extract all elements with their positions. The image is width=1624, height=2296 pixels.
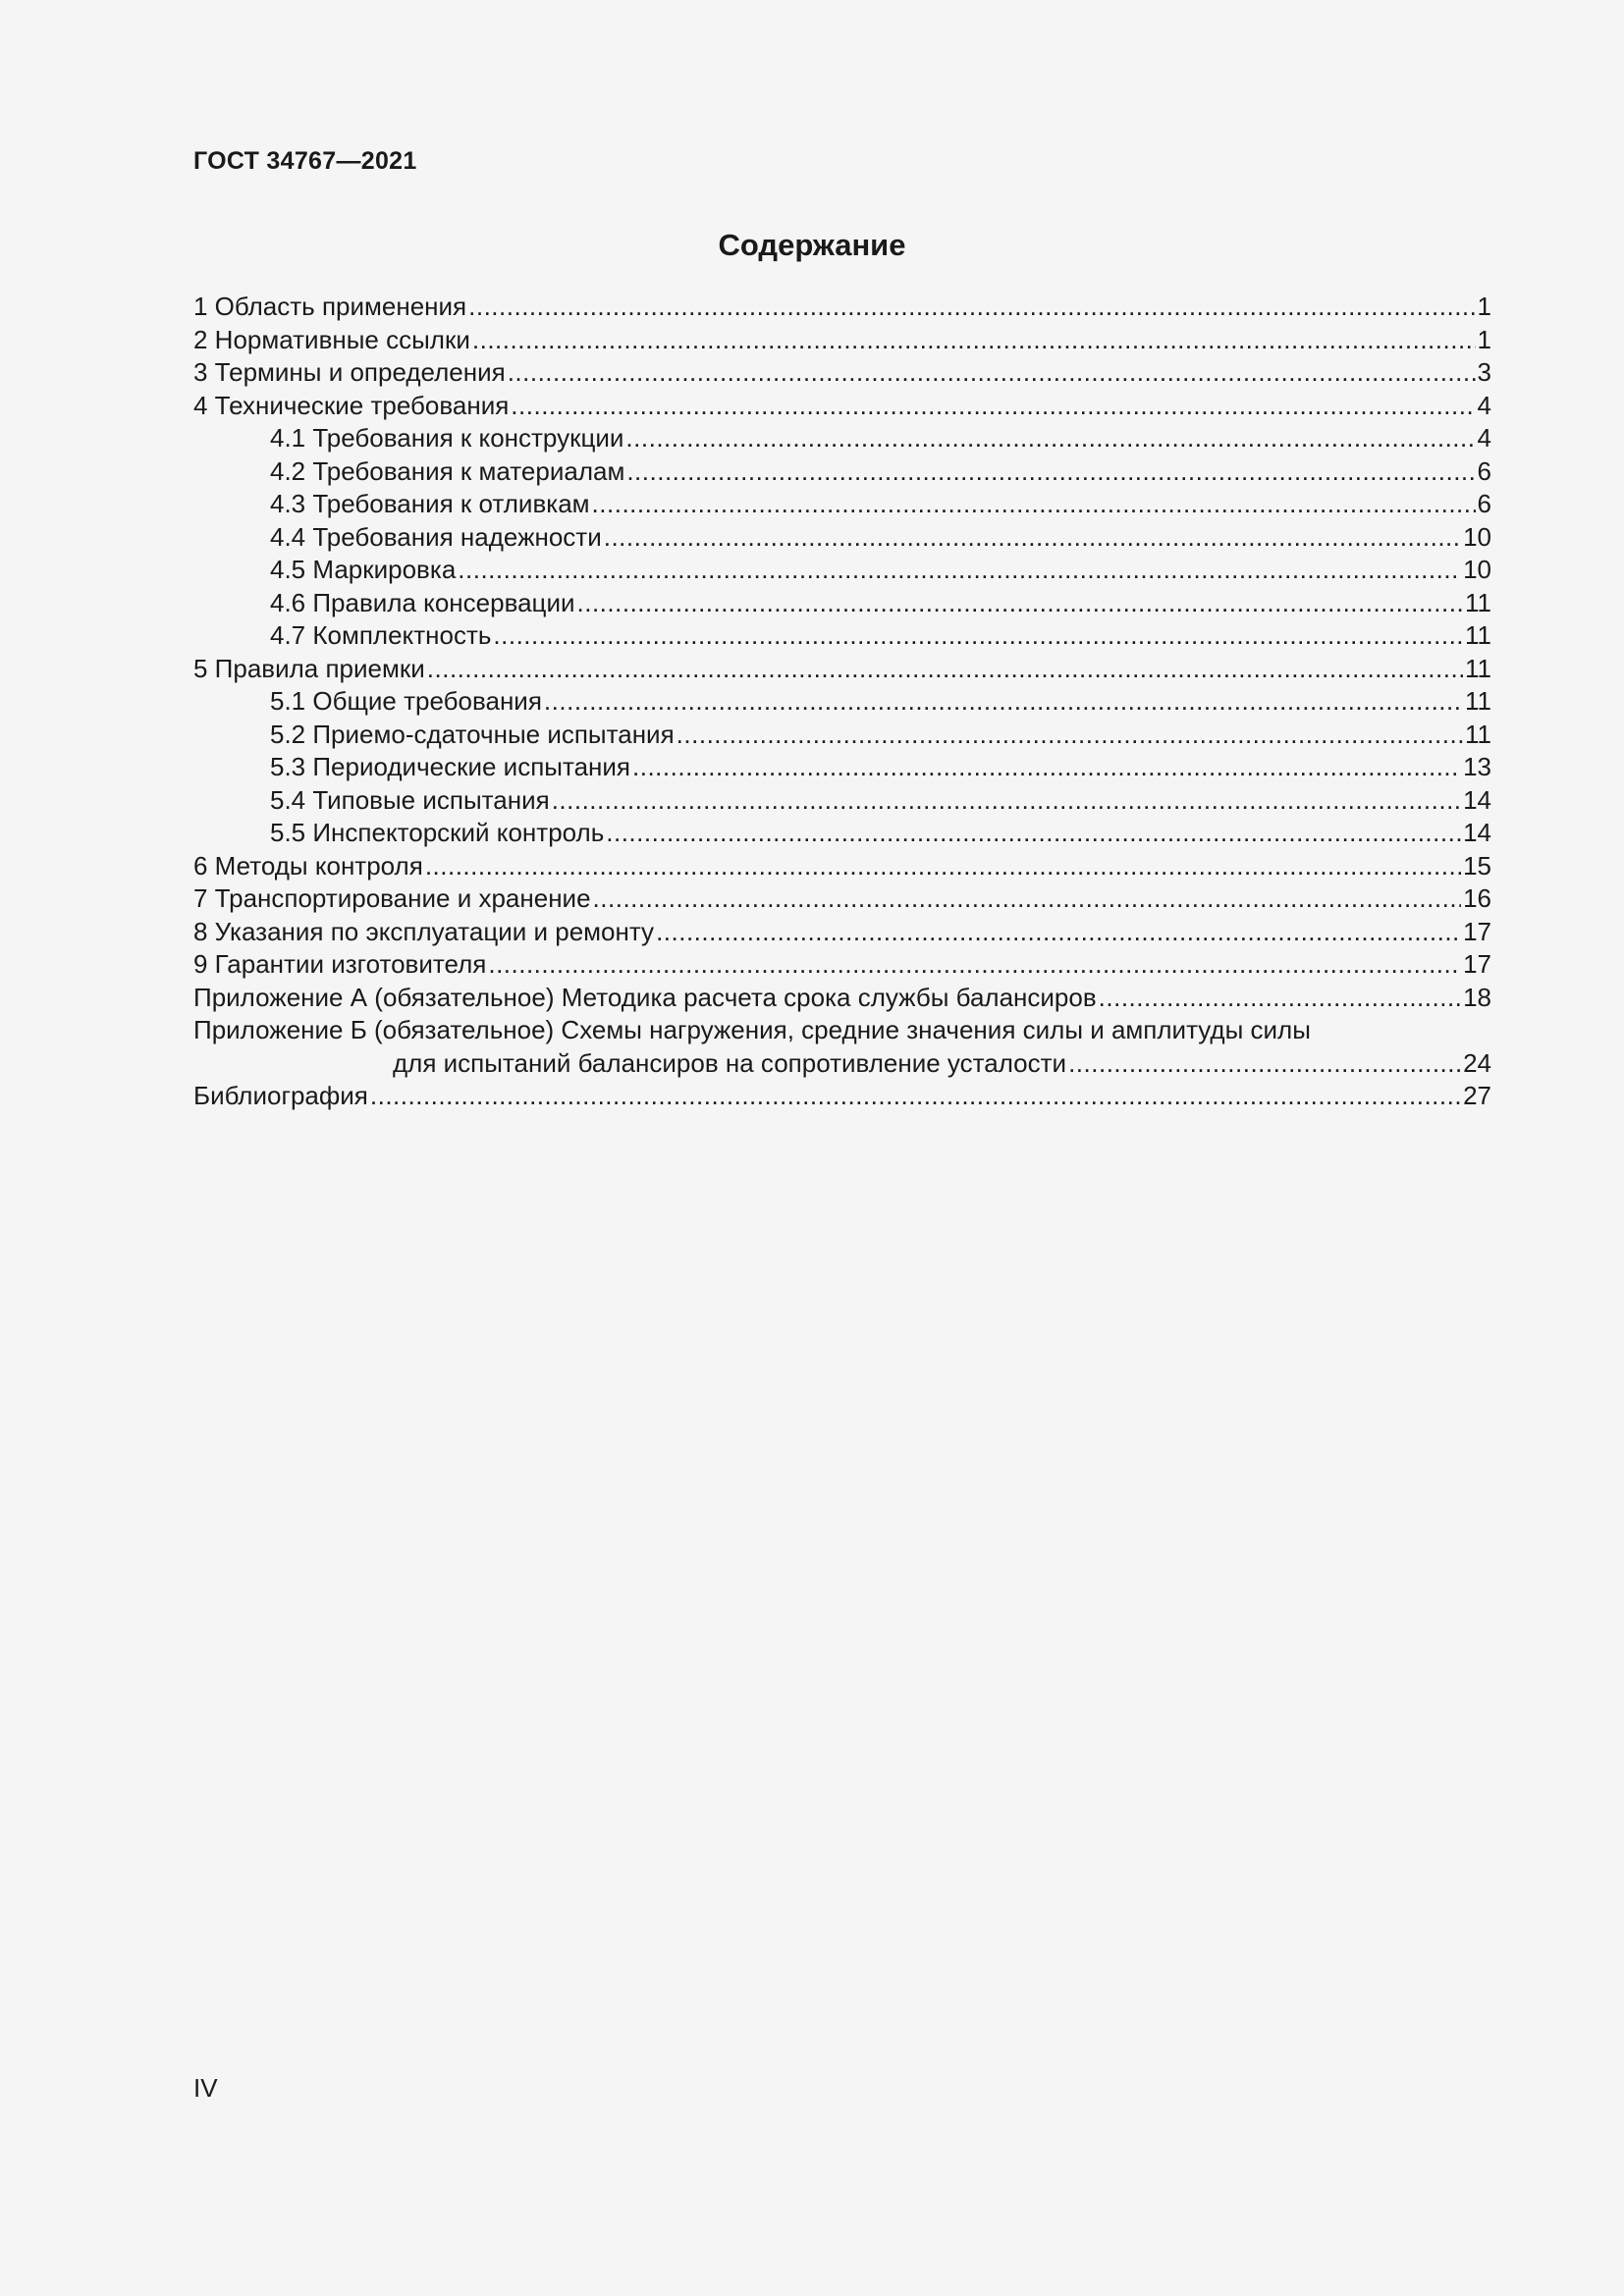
toc-entry-page: 1 — [1477, 324, 1491, 354]
toc-entry — [193, 554, 1491, 587]
dot-leader — [577, 587, 1464, 620]
dot-leader — [626, 455, 1475, 489]
table-of-contents — [193, 291, 1491, 1113]
toc-entry — [193, 324, 1491, 357]
toc-entry-label: 4.7 Комплектность — [270, 620, 492, 650]
dot-leader — [632, 751, 1461, 784]
toc-entry-label: 4.3 Требования к отливкам — [270, 489, 590, 518]
dot-leader — [606, 817, 1461, 850]
dot-leader — [552, 784, 1461, 818]
toc-entry — [193, 685, 1491, 719]
toc-entry-page: 14 — [1463, 784, 1491, 815]
dot-leader — [511, 390, 1475, 423]
toc-entry — [193, 916, 1491, 949]
toc-entry-page: 16 — [1463, 883, 1491, 913]
dot-leader — [488, 948, 1461, 982]
dot-leader — [625, 422, 1475, 455]
toc-entry — [193, 817, 1491, 850]
toc-entry-label: 5 Правила приемки — [193, 653, 425, 683]
toc-entry-page: 4 — [1477, 390, 1491, 420]
toc-entry — [193, 850, 1491, 883]
toc-entry-label: 5.2 Приемо-сдаточные испытания — [270, 719, 675, 749]
toc-entry-label: 5.5 Инспекторский контроль — [270, 818, 605, 847]
toc-entry-label: 4 Технические требования — [193, 390, 510, 420]
toc-entry-label: 4.1 Требования к конструкции — [270, 423, 624, 453]
toc-entry-label: 3 Термины и определения — [193, 357, 506, 387]
dot-leader — [468, 291, 1475, 324]
toc-entry — [193, 619, 1491, 653]
toc-entry-page: 11 — [1465, 587, 1491, 617]
toc-entry-label: 8 Указания по эксплуатации и ремонту — [193, 916, 655, 946]
toc-entry-page: 6 — [1477, 489, 1491, 518]
toc-entry-page: 11 — [1465, 719, 1491, 749]
toc-entry — [193, 719, 1491, 752]
toc-entry-label: 4.6 Правила консервации — [270, 587, 575, 617]
toc-entry-page: 3 — [1477, 357, 1491, 387]
toc-entry-label: 5.3 Периодические испытания — [270, 752, 630, 781]
toc-entry — [193, 521, 1491, 555]
toc-entry — [193, 982, 1491, 1015]
dot-leader — [458, 554, 1461, 587]
toc-entry-page: 13 — [1463, 752, 1491, 781]
toc-entry-page: 10 — [1463, 521, 1491, 552]
toc-entry-page: 17 — [1463, 916, 1491, 946]
toc-entry — [193, 422, 1491, 455]
dot-leader — [1099, 982, 1461, 1015]
toc-entry — [193, 488, 1491, 521]
dot-leader — [427, 653, 1463, 686]
toc-entry-label: 5.4 Типовые испытания — [270, 784, 550, 815]
toc-entry-page: 10 — [1463, 555, 1491, 584]
toc-entry-page: 27 — [1463, 1081, 1491, 1110]
toc-entry-page: 17 — [1463, 949, 1491, 979]
toc-entry — [193, 784, 1491, 818]
toc-entry-label: 4.5 Маркировка — [270, 555, 457, 584]
toc-entry-label: 5.1 Общие требования — [270, 686, 542, 716]
toc-entry — [193, 948, 1491, 982]
toc-entry-page: 14 — [1463, 818, 1491, 847]
dot-leader — [592, 488, 1476, 521]
toc-entry-label: 4.4 Требования надежности — [270, 521, 602, 552]
dot-leader — [544, 685, 1463, 719]
dot-leader — [1068, 1047, 1461, 1081]
toc-entry-page: 11 — [1465, 620, 1491, 650]
toc-entry-page: 18 — [1463, 982, 1491, 1012]
dot-leader — [677, 719, 1463, 752]
toc-entry-page: 24 — [1463, 1047, 1491, 1078]
dot-leader — [604, 521, 1461, 555]
toc-entry-label: Приложение Б (обязательное) Схемы нагружения, средние значения силы и амплитуды силы — [193, 1015, 1311, 1044]
toc-entry — [193, 587, 1491, 620]
dot-leader — [593, 882, 1462, 916]
toc-entry — [193, 653, 1491, 686]
toc-entry — [193, 1014, 1491, 1047]
toc-entry-label: для испытаний балансиров на сопротивление усталости — [393, 1047, 1067, 1078]
toc-entry-label: 7 Транспортирование и хранение — [193, 883, 591, 913]
toc-entry-label: Библиография — [193, 1081, 368, 1110]
toc-entry-label: 6 Методы контроля — [193, 850, 423, 881]
toc-title: Содержание — [718, 228, 906, 262]
toc-entry — [193, 356, 1491, 390]
toc-entry-label: 9 Гарантии изготовителя — [193, 949, 487, 979]
page-number: IV — [193, 2073, 218, 2103]
toc-entry — [193, 751, 1491, 784]
toc-entry-page: 6 — [1477, 455, 1491, 486]
dot-leader — [508, 356, 1476, 390]
toc-entry — [193, 1080, 1491, 1113]
toc-entry-label: 4.2 Требования к материалам — [270, 455, 625, 486]
toc-entry — [193, 1047, 1491, 1081]
dot-leader — [493, 619, 1463, 653]
toc-entry — [193, 882, 1491, 916]
dot-leader — [472, 324, 1476, 357]
dot-leader — [656, 916, 1461, 949]
toc-entry-label: 2 Нормативные ссылки — [193, 324, 470, 354]
toc-entry-page: 11 — [1465, 653, 1491, 683]
dot-leader — [425, 850, 1461, 883]
toc-entry — [193, 390, 1491, 423]
toc-entry-page: 15 — [1463, 850, 1491, 881]
document-code: ГОСТ 34767—2021 — [193, 147, 417, 175]
toc-entry — [193, 291, 1491, 324]
toc-entry-label: 1 Область применения — [193, 292, 467, 321]
toc-entry-page: 11 — [1465, 686, 1491, 716]
toc-entry-page: 4 — [1477, 423, 1491, 453]
toc-entry — [193, 455, 1491, 489]
toc-entry-label: Приложение А (обязательное) Методика расчета срока службы балансиров — [193, 982, 1097, 1012]
toc-entry-page: 1 — [1477, 292, 1491, 321]
dot-leader — [370, 1080, 1461, 1113]
